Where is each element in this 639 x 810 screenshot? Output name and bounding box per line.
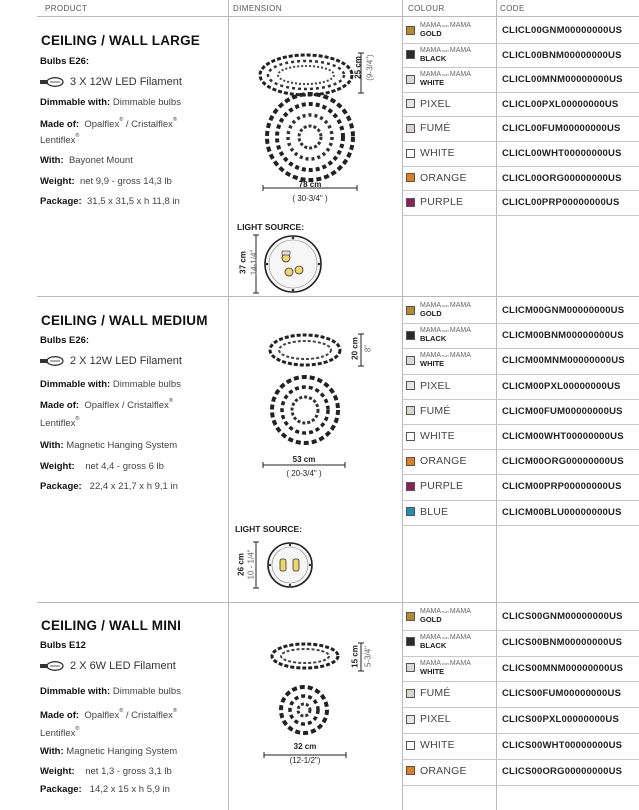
- dimmable-label: Dimmable with:: [40, 686, 111, 697]
- weight-label: Weight:: [40, 766, 75, 777]
- colour-swatch: [406, 306, 415, 315]
- divider: [496, 0, 497, 810]
- weight-value: net 9,9 - gross 14,3 lb: [79, 176, 172, 187]
- colour-swatch: [406, 612, 415, 621]
- dimmable-row: [40, 686, 181, 697]
- colour-swatch: [406, 50, 415, 59]
- made-of-label: Made of:: [40, 710, 80, 721]
- made-of-row-2: Lentiflex®: [40, 416, 80, 429]
- colour-name: PURPLE: [420, 196, 464, 209]
- mama-non: non: [441, 303, 450, 308]
- colour-name: BLACK: [420, 640, 447, 650]
- colour-option[interactable]: [406, 760, 467, 782]
- with-label: With:: [40, 746, 64, 757]
- mama-word: MAMA: [420, 352, 441, 360]
- colour-swatch: [406, 457, 415, 466]
- product-code: CLICL00GNM00000000US: [502, 25, 623, 36]
- colour-name: PIXEL: [420, 379, 451, 392]
- mama-word: MAMA: [420, 22, 441, 29]
- with-row: [40, 440, 177, 451]
- colour-swatch: [406, 507, 415, 516]
- bulb-icon: [40, 356, 66, 366]
- height-cm: 25 cm: [353, 56, 363, 79]
- mama-word: MAMA: [449, 46, 471, 54]
- mama-word: MAMA: [449, 302, 471, 309]
- mama-label: [420, 71, 471, 87]
- product-code: CLICM00PXL00000000US: [502, 380, 621, 392]
- package-label: Package:: [40, 196, 82, 207]
- product-code: CLICS00WHT00000000US: [502, 740, 623, 751]
- colour-name: ORANGE: [420, 764, 467, 777]
- colour-option[interactable]: [406, 44, 471, 66]
- width-cm: 32 cm: [293, 742, 317, 751]
- colour-name: ORANGE: [420, 455, 467, 468]
- product-code: CLICS00BNM00000000US: [502, 636, 623, 648]
- dimmable-value: Dimmable bulbs: [112, 97, 181, 108]
- ls-in: 14-1/4": [249, 249, 259, 276]
- made-of-row: Made of: Opalflex® / Cristalflex®: [40, 117, 177, 130]
- mama-word: MAMA: [449, 608, 471, 615]
- mama-non: non: [441, 609, 450, 614]
- product-code: CLICL00ORG00000000US: [502, 172, 622, 184]
- product-code: CLICS00FUM00000000US: [502, 688, 622, 700]
- ls-cm: 26 cm: [236, 553, 246, 576]
- colour-option[interactable]: [406, 324, 471, 346]
- colour-swatch: [406, 432, 415, 441]
- product-code: CLICM00PRP00000000US: [502, 481, 622, 493]
- product-code: CLICM00GNM00000000US: [502, 305, 625, 316]
- header-product: PRODUCT: [45, 4, 88, 13]
- lamp-side-view: [268, 330, 342, 370]
- section-title: CEILING / WALL MINI: [41, 618, 182, 633]
- made-of-row-2: Lentiflex®: [40, 133, 80, 146]
- mama-non: non: [441, 660, 450, 666]
- bulbs-type: Bulbs E26:: [40, 56, 90, 67]
- made-of-value: Lentiflex: [40, 135, 76, 146]
- colour-name: GOLD: [420, 29, 442, 38]
- colour-swatch: [406, 173, 415, 182]
- product-code: CLICS00MNM00000000US: [502, 662, 624, 674]
- made-of-value: Lentiflex: [40, 418, 76, 429]
- colour-option[interactable]: [406, 191, 463, 213]
- bulbs-type: Bulbs E26:: [40, 335, 90, 346]
- height-in: 5-3/4": [363, 645, 373, 668]
- height-cm: 20 cm: [350, 337, 360, 360]
- colour-swatch: [406, 75, 415, 84]
- product-code: CLICL00BNM00000000US: [502, 49, 622, 61]
- weight-label: Weight:: [40, 461, 75, 472]
- made-of-row-2: Lentiflex®: [40, 726, 80, 739]
- colour-swatch: [406, 331, 415, 340]
- colour-name: WHITE: [420, 666, 445, 676]
- weight-label: Weight:: [40, 176, 75, 187]
- dimmable-row: [40, 379, 181, 390]
- colour-name: FUMÉ: [420, 122, 451, 135]
- package-row: [40, 196, 180, 207]
- made-of-value: Opalflex: [84, 710, 120, 721]
- mama-word: MAMA: [449, 22, 471, 29]
- lamp-front-view: [262, 92, 358, 182]
- made-of-value: Opalflex: [84, 400, 120, 411]
- colour-name: WHITE: [420, 147, 455, 159]
- product-code: CLICM00MNM00000000US: [502, 355, 625, 367]
- package-value: 22,4 x 21,7 x h 9,1 in: [89, 481, 178, 492]
- colour-swatch: [406, 99, 415, 108]
- weight-row: [40, 176, 172, 187]
- dimmable-label: Dimmable with:: [40, 379, 111, 390]
- package-row: [40, 784, 170, 795]
- mama-word: MAMA: [449, 659, 471, 667]
- package-label: Package:: [40, 784, 82, 795]
- dimmable-value: Dimmable bulbs: [112, 686, 181, 697]
- row-divider: [402, 525, 639, 526]
- colour-swatch: [406, 26, 415, 35]
- mama-word: MAMA: [420, 633, 441, 641]
- colour-name: WHITE: [420, 78, 445, 88]
- colour-option[interactable]: [406, 19, 471, 41]
- divider: [37, 16, 639, 17]
- colour-name: BLUE: [420, 505, 449, 518]
- product-code: CLICS00ORG00000000US: [502, 765, 623, 777]
- colour-option[interactable]: [406, 349, 471, 371]
- height-cm: 15 cm: [350, 645, 360, 668]
- colour-name: WHITE: [420, 739, 455, 751]
- height-in: (9-3/4"): [365, 54, 375, 81]
- product-code: CLICM00BNM00000000US: [502, 330, 624, 342]
- colour-swatch: [406, 124, 415, 133]
- colour-option[interactable]: [406, 734, 455, 756]
- section-title: CEILING / WALL MEDIUM: [41, 313, 208, 328]
- product-code: CLICL00FUM00000000US: [502, 123, 621, 135]
- colour-swatch: [406, 149, 415, 158]
- divider: [37, 296, 639, 297]
- mama-non: non: [441, 47, 450, 53]
- package-value: 14,2 x 15 x h 5,9 in: [89, 784, 170, 795]
- lamp-front-view: [278, 685, 330, 735]
- made-of-value: / Cristalflex: [119, 400, 169, 411]
- bulbs-type: Bulbs E12: [40, 640, 86, 651]
- package-label: Package:: [40, 481, 82, 492]
- product-code: CLICM00WHT00000000US: [502, 431, 624, 442]
- colour-name: BLACK: [420, 53, 447, 63]
- header-dimension: DIMENSION: [233, 4, 282, 13]
- colour-name: ORANGE: [420, 171, 467, 184]
- package-value: 31,5 x 31,5 x h 11,8 in: [87, 196, 180, 207]
- product-code: CLICL00PRP00000000US: [502, 197, 620, 209]
- width-cm: 78 cm: [298, 180, 322, 189]
- colour-swatch: [406, 381, 415, 390]
- colour-option[interactable]: [406, 68, 471, 90]
- mama-label: [420, 327, 471, 343]
- colour-option[interactable]: [406, 400, 451, 422]
- colour-name: GOLD: [420, 309, 442, 318]
- made-of-row: Made of: Opalflex® / Cristalflex®: [40, 708, 177, 721]
- dimmable-row: [40, 97, 181, 108]
- colour-option[interactable]: [406, 117, 451, 139]
- mama-word: MAMA: [449, 633, 471, 641]
- weight-row: [40, 766, 172, 777]
- mama-label: [420, 660, 471, 676]
- header-code: CODE: [500, 4, 525, 13]
- divider: [37, 602, 639, 603]
- with-label: With:: [40, 155, 64, 166]
- colour-name: PURPLE: [420, 480, 464, 493]
- dimmable-label: Dimmable with:: [40, 97, 111, 108]
- width-in: ( 30-3/4" ): [292, 194, 328, 203]
- dimmable-value: Dimmable bulbs: [112, 379, 181, 390]
- colour-option[interactable]: [406, 450, 467, 472]
- mama-word: MAMA: [449, 352, 471, 360]
- made-of-row: Made of: Opalflex / Cristalflex®: [40, 398, 173, 411]
- product-code: CLICL00WHT00000000US: [502, 148, 622, 159]
- lamp-label: 2 X 6W LED Filament: [70, 660, 176, 672]
- colour-option[interactable]: [406, 682, 451, 704]
- lamp-front-view: [268, 375, 342, 445]
- header-colour: COLOUR: [408, 4, 445, 13]
- weight-value: net 1,3 - gross 3,1 lb: [85, 766, 172, 777]
- colour-name: GOLD: [420, 615, 442, 624]
- colour-name: FUMÉ: [420, 404, 451, 417]
- with-label: With:: [40, 440, 64, 451]
- with-row: [40, 746, 177, 757]
- mama-label: [420, 634, 471, 650]
- mama-non: non: [441, 353, 450, 359]
- width-cm: 53 cm: [292, 455, 316, 464]
- colour-name: BLACK: [420, 334, 447, 344]
- light-source-label: LIGHT SOURCE:: [235, 524, 303, 534]
- mama-word: MAMA: [420, 302, 441, 309]
- weight-row: [40, 461, 164, 472]
- made-of-value: Lentiflex: [40, 728, 76, 739]
- row-divider: [402, 785, 639, 786]
- light-source-label: LIGHT SOURCE:: [237, 222, 305, 232]
- colour-swatch: [406, 715, 415, 724]
- row-divider: [402, 215, 639, 216]
- ls-cm: 37 cm: [238, 251, 248, 274]
- with-value: Bayonet Mount: [68, 155, 133, 166]
- colour-option[interactable]: [406, 631, 471, 653]
- colour-option[interactable]: [406, 501, 448, 523]
- colour-option[interactable]: [406, 475, 463, 497]
- made-of-value: / Cristalflex: [123, 710, 173, 721]
- mama-non: non: [441, 634, 450, 640]
- bulb-icon: [40, 661, 66, 671]
- product-code: CLICS00GNM00000000US: [502, 611, 623, 622]
- with-value: Magnetic Hanging System: [66, 746, 178, 757]
- colour-name: FUMÉ: [420, 687, 451, 700]
- light-source-diagram: [266, 541, 314, 589]
- bulb-icon: [40, 77, 66, 87]
- width-in: ( 20-3/4" ): [286, 469, 322, 478]
- colour-name: WHITE: [420, 430, 455, 442]
- mama-word: MAMA: [420, 46, 441, 54]
- mama-label: [420, 47, 471, 63]
- colour-swatch: [406, 766, 415, 775]
- colour-swatch: [406, 356, 415, 365]
- made-of-label: Made of:: [40, 400, 80, 411]
- colour-option[interactable]: [406, 142, 455, 164]
- colour-name: WHITE: [420, 359, 445, 369]
- with-value: Magnetic Hanging System: [66, 440, 178, 451]
- mama-non: non: [441, 328, 450, 334]
- made-of-value: Opalflex: [84, 119, 120, 130]
- divider: [402, 0, 403, 810]
- mama-word: MAMA: [420, 608, 441, 615]
- mama-word: MAMA: [420, 71, 441, 79]
- colour-swatch: [406, 406, 415, 415]
- lamp-label: 2 X 12W LED Filament: [70, 355, 182, 367]
- mama-label: [420, 302, 471, 318]
- package-row: [40, 481, 178, 492]
- lamp-spec: [40, 660, 176, 672]
- colour-option[interactable]: [406, 93, 451, 115]
- height-in: 8": [363, 344, 373, 353]
- colour-name: PIXEL: [420, 97, 451, 110]
- lamp-spec: [40, 76, 182, 88]
- colour-option[interactable]: [406, 425, 455, 447]
- width-in: (12-1/2"): [289, 756, 321, 765]
- mama-non: non: [441, 72, 450, 78]
- mama-non: non: [441, 23, 450, 28]
- weight-value: net 4,4 - gross 6 lb: [85, 461, 164, 472]
- colour-option[interactable]: [406, 299, 471, 321]
- colour-swatch: [406, 637, 415, 646]
- colour-name: PIXEL: [420, 713, 451, 726]
- colour-swatch: [406, 482, 415, 491]
- lamp-spec: [40, 355, 182, 367]
- colour-option[interactable]: [406, 167, 467, 189]
- product-code: CLICS00PXL00000000US: [502, 714, 620, 726]
- colour-option[interactable]: [406, 657, 471, 679]
- product-code: CLICL00PXL00000000US: [502, 98, 619, 110]
- made-of-value: / Cristalflex: [123, 119, 173, 130]
- colour-swatch: [406, 741, 415, 750]
- section-title: CEILING / WALL LARGE: [41, 33, 200, 48]
- mama-word: MAMA: [449, 71, 471, 79]
- with-row: [40, 155, 133, 166]
- product-code: CLICL00MNM00000000US: [502, 74, 623, 86]
- mama-word: MAMA: [449, 327, 471, 335]
- colour-swatch: [406, 198, 415, 207]
- colour-option[interactable]: [406, 708, 451, 730]
- product-code: CLICM00FUM00000000US: [502, 405, 623, 417]
- divider: [228, 0, 229, 810]
- mama-word: MAMA: [420, 659, 441, 667]
- product-code: CLICM00ORG00000000US: [502, 456, 624, 468]
- lamp-side-view: [270, 640, 340, 672]
- mama-label: [420, 608, 471, 624]
- light-source-diagram: [263, 234, 323, 294]
- made-of-label: Made of:: [40, 119, 80, 130]
- lamp-label: 3 X 12W LED Filament: [70, 76, 182, 88]
- mama-label: [420, 352, 471, 368]
- mama-word: MAMA: [420, 327, 441, 335]
- colour-option[interactable]: [406, 605, 471, 627]
- colour-option[interactable]: [406, 375, 451, 397]
- ls-in: 10 - 1/4": [246, 549, 256, 580]
- mama-label: [420, 22, 471, 38]
- colour-swatch: [406, 689, 415, 698]
- colour-swatch: [406, 663, 415, 672]
- product-code: CLICM00BLU00000000US: [502, 506, 622, 518]
